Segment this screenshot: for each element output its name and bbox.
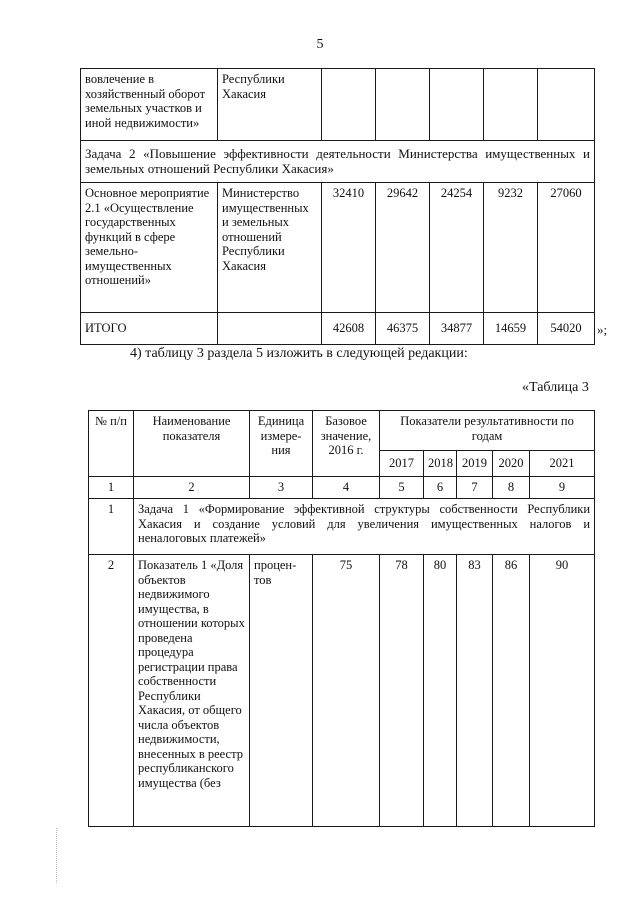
column-number: 6 (424, 477, 457, 499)
executor-cell: Министерство имущественных и земельных отношений Республики Хакасия (218, 183, 322, 313)
header-name: Наименование показателя (134, 411, 250, 477)
column-number: 5 (380, 477, 424, 499)
indicator-value: 78 (380, 555, 424, 827)
task1-cell: Задача 1 «Формирование эффективной структуры собственности Республики Хакасия и создание условий для увеличения имущественных налогов и неналоговых платежей» (134, 499, 595, 555)
indicator-value: 83 (457, 555, 493, 827)
value-cell: 9232 (484, 183, 538, 313)
total-value: 54020 (538, 313, 595, 345)
table-row (81, 69, 595, 141)
column-number: 9 (530, 477, 595, 499)
column-number-row (89, 477, 595, 499)
closing-quote: »; (597, 322, 608, 337)
value-cell: 24254 (430, 183, 484, 313)
column-number: 3 (250, 477, 313, 499)
value-cell: 29642 (376, 183, 430, 313)
header-year: 2021 (530, 451, 595, 477)
header-year: 2020 (493, 451, 530, 477)
header-year: 2017 (380, 451, 424, 477)
executor-cell: Республики Хакасия (218, 69, 322, 141)
header-indicators: Показатели результативности по годам (380, 411, 595, 451)
column-number: 4 (313, 477, 380, 499)
scan-mark (56, 828, 81, 883)
column-number: 2 (134, 477, 250, 499)
total-value: 42608 (322, 313, 376, 345)
header-base: Базовое значение, 2016 г. (313, 411, 380, 477)
table-reference: «Таблица 3 (522, 380, 589, 395)
total-label: ИТОГО (81, 313, 218, 345)
indicator-base: 75 (313, 555, 380, 827)
measure-name-cell: вовлечение в хозяйственный оборот земельных участков и иной недвижимости» (81, 69, 218, 141)
indicator-unit: процен-тов (250, 555, 313, 827)
row-number: 1 (89, 499, 134, 555)
header-num: № п/п (89, 411, 134, 477)
indicator-name: Показатель 1 «Доля объектов недвижимого имущества, в отношении которых проведена процедура регистрации права собственности Республики Хакасия, от общего числа объектов недвижимости, внесенных в реестр республиканского имущества (без (134, 555, 250, 827)
header-unit: Единица измере-ния (250, 411, 313, 477)
table-row (81, 313, 595, 345)
column-number: 1 (89, 477, 134, 499)
indicator-value: 86 (493, 555, 530, 827)
header-year: 2018 (424, 451, 457, 477)
indicators-table (88, 410, 595, 827)
program-table (80, 68, 595, 345)
instruction-text: 4) таблицу 3 раздела 5 изложить в следующей редакции: (130, 346, 468, 361)
table-row (89, 555, 595, 827)
header-year: 2019 (457, 451, 493, 477)
total-value: 14659 (484, 313, 538, 345)
total-value: 46375 (376, 313, 430, 345)
row-number: 2 (89, 555, 134, 827)
table-row (89, 499, 595, 555)
page-number: 5 (316, 37, 324, 52)
column-number: 8 (493, 477, 530, 499)
column-number: 7 (457, 477, 493, 499)
measure-name-cell: Основное мероприятие 2.1 «Осуществление государственных функций в сфере земельно-имущественных отношений» (81, 183, 218, 313)
indicator-value: 80 (424, 555, 457, 827)
indicator-value: 90 (530, 555, 595, 827)
task2-cell: Задача 2 «Повышение эффективности деятельности Министерства имущественных и земельных отношений Республики Хакасия» (81, 141, 595, 183)
header-row (89, 411, 595, 451)
table-row (81, 183, 595, 313)
value-cell: 27060 (538, 183, 595, 313)
total-value: 34877 (430, 313, 484, 345)
table-row (81, 141, 595, 183)
value-cell: 32410 (322, 183, 376, 313)
